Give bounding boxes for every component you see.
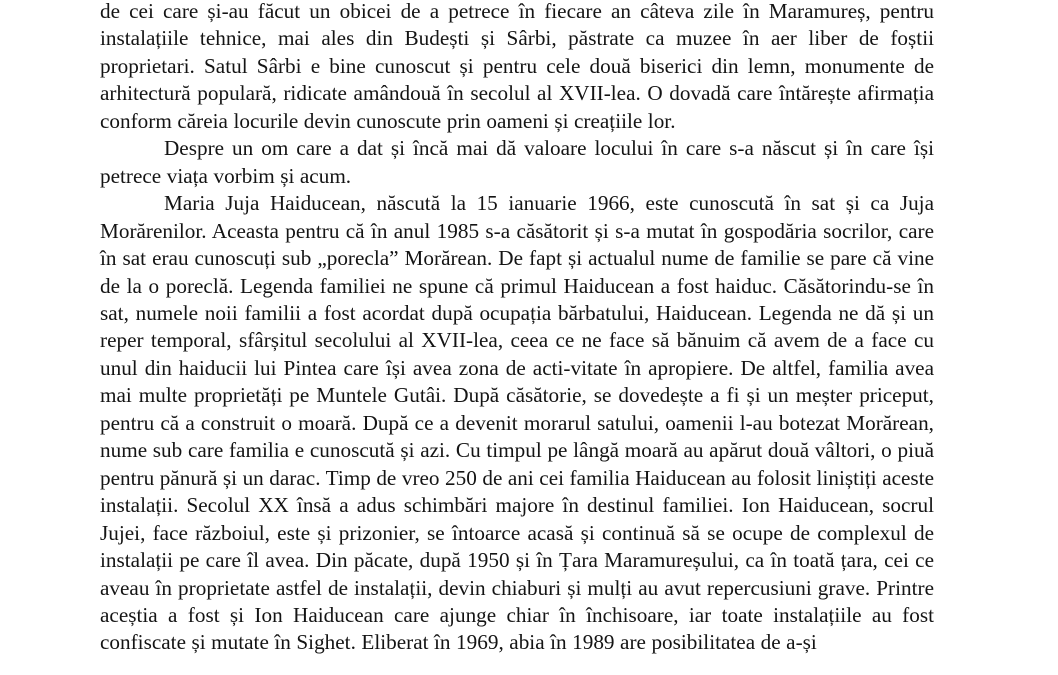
paragraph-2: Despre un om care a dat și încă mai dă valoare locului în care s-a născut și în care își petrece viața vorbim și acum.: [100, 136, 934, 188]
paragraph-1: de cei care și-au făcut un obicei de a petrece în fiecare an câteva zile în Maramureș, pentru instalațiile tehnice, mai ales din Budești și Sârbi, păstrate ca muzee în aer liber de foștii proprietari. Satul Sârbi e bine cunoscut și pentru cele două biserici din lemn, monumente de arhitectură populară, ridicate amândouă în secolul al XVII-lea. O dovadă care întărește afirmația conform căreia locurile devin cunoscute prin oameni și creațiile lor.: [100, 0, 934, 133]
paragraph-3: Maria Juja Haiducean, născută la 15 ianuarie 1966, este cunoscută în sat și ca Juja Morărenilor. Aceasta pentru că în anul 1985 s-a căsătorit și s-a mutat în gospodăria socrilor, care în sat erau cunoscuți sub „porecla” Morărean. De fapt și actualul nume de familie se pare că vine de la o poreclă. Legenda familiei ne spune că primul Haiducean a fost haiduc. Căsătorindu-se în sat, numele noii familii a fost acordat după ocupația bărbatului, Haiducean. Legenda ne dă și un reper temporal, sfârșitul secolului al XVII-lea, ceea ce ne face să bănuim că avem de a face cu unul din haiducii lui Pintea care își avea zona de acti-vitate în apropiere. De altfel, familia avea mai multe proprietăți pe Muntele Gutâi. După căsătorie, se dovedește a fi și un meșter priceput, pentru că a construit o moară. După ce a devenit morarul satului, oamenii l-au botezat Morărean, nume sub care familia e cunoscută și azi. Cu timpul pe lângă moară au apărut două vâltori, o piuă pentru pănură și un darac. Timp de vreo 250 de ani cei familia Haiducean au folosit liniștiți aceste instalații. Secolul XX însă a adus schimbări majore în destinul familiei. Ion Haiducean, socrul Jujei, face războiul, este și prizonier, se întoarce acasă și continuă să se ocupe de complexul de instalații pe care îl avea. Din păcate, după 1950 și în Țara Maramureșului, ca în toată țara, cei ce aveau în proprietate astfel de instalații, devin chiaburi și mulți au avut repercusiuni grave. Printre aceștia a fost și Ion Haiducean care ajunge chiar în închisoare, iar toate instalațiile au fost confiscate și mutate în Sighet. Eliberat în 1969, abia în 1989 are posibilitatea de a-și: [100, 191, 935, 655]
document-text-column: [100, 0, 934, 657]
